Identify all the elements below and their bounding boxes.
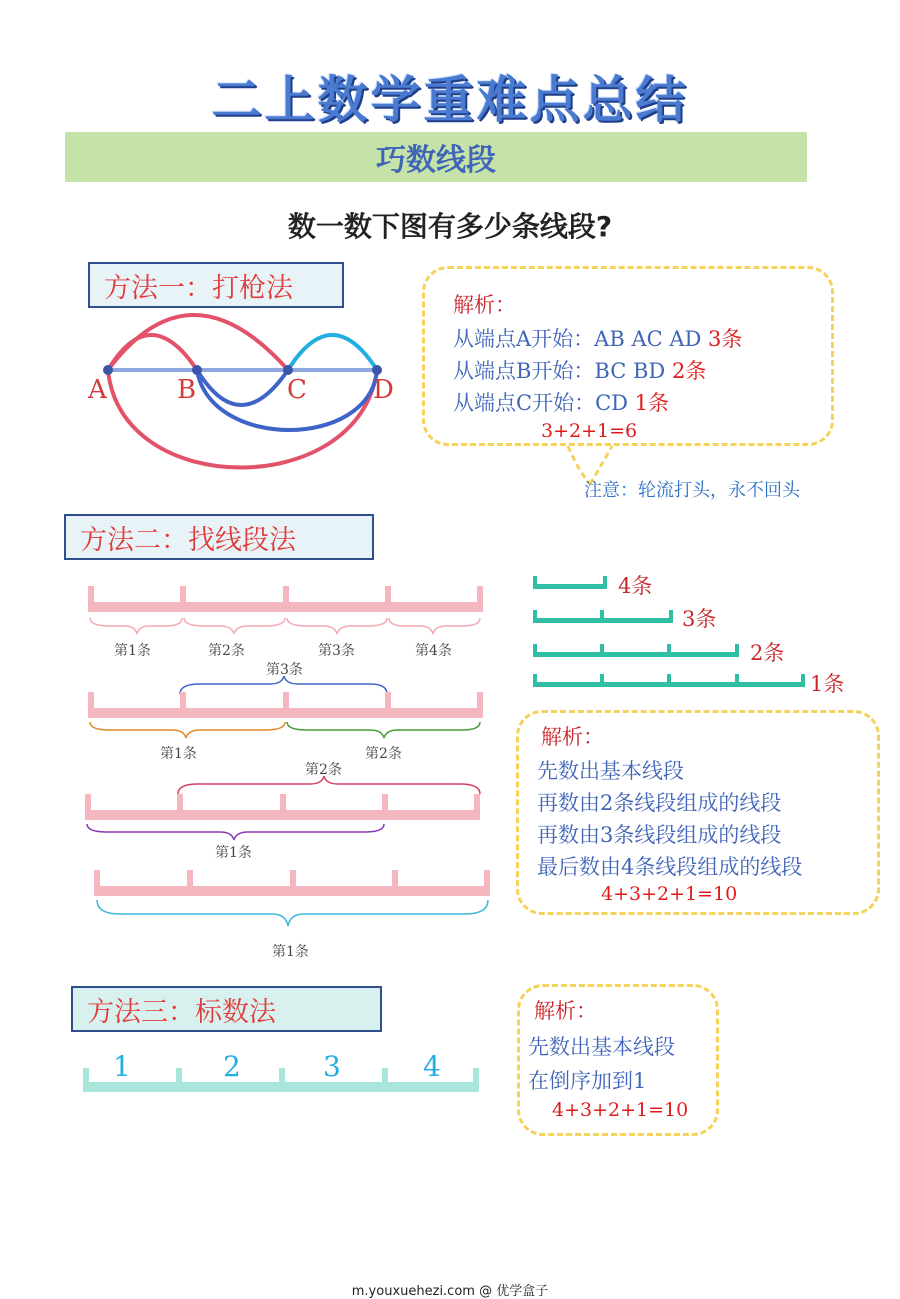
method3-analysis-title: 解析： bbox=[534, 999, 597, 1023]
row2-label-3: 第3条 bbox=[266, 662, 303, 678]
count-label-2: 3条 bbox=[682, 607, 717, 631]
page-title: 二上数学重难点总结 bbox=[211, 71, 689, 129]
point-a-label: A bbox=[88, 375, 107, 405]
row4-label-1: 第1条 bbox=[272, 944, 309, 960]
method3-number-line bbox=[80, 1040, 490, 1100]
teal-bar-3 bbox=[533, 644, 739, 657]
row2-label-2: 第2条 bbox=[365, 746, 402, 762]
teal-bar-2 bbox=[533, 610, 673, 623]
row2-top-brace bbox=[180, 676, 387, 694]
method2-line-4: 最后数由4条线段组成的线段 bbox=[537, 855, 803, 879]
teal-bar-1 bbox=[533, 576, 607, 589]
method1-line-b bbox=[453, 355, 706, 385]
row3-label-1: 第1条 bbox=[215, 845, 252, 861]
point-b-label: B bbox=[177, 375, 197, 405]
method3-bar bbox=[83, 1068, 479, 1092]
row1-braces bbox=[90, 618, 480, 634]
row1-label-2: 第2条 bbox=[208, 643, 245, 659]
method1-analysis-callout bbox=[422, 266, 834, 446]
method2-sum: 4+3+2+1=10 bbox=[601, 883, 738, 905]
method3-sum: 4+3+2+1=10 bbox=[552, 1099, 689, 1121]
method1-arc-diagram bbox=[80, 300, 410, 475]
row2-bar bbox=[88, 692, 483, 718]
count-label-3: 2条 bbox=[750, 641, 785, 665]
point-a-dot bbox=[103, 365, 113, 375]
row1-bar bbox=[88, 586, 483, 612]
method1-line-b-count: 2条 bbox=[671, 359, 707, 383]
method3-line-2: 在倒序加到1 bbox=[528, 1069, 647, 1093]
point-d-dot bbox=[372, 365, 382, 375]
row1-label-1: 第1条 bbox=[114, 643, 151, 659]
row1-label-3: 第3条 bbox=[318, 643, 355, 659]
method1-line-c-text: 从端点C开始：CD bbox=[453, 391, 635, 415]
method2-label: 方法二：找线段法 bbox=[64, 514, 374, 560]
arc-cd bbox=[288, 335, 377, 370]
teal-bar-4 bbox=[533, 674, 805, 687]
method2-line-2: 再数由2条线段组成的线段 bbox=[537, 791, 782, 815]
method2-line-3: 再数由3条线段组成的线段 bbox=[537, 823, 782, 847]
segment-number-4: 4 bbox=[423, 1050, 441, 1083]
row3-bar bbox=[85, 794, 480, 820]
method2-analysis-title: 解析： bbox=[541, 725, 604, 749]
row2-brace-1 bbox=[90, 722, 285, 738]
method3-line-1: 先数出基本线段 bbox=[528, 1035, 675, 1059]
method2-analysis-callout bbox=[516, 710, 880, 915]
point-c-label: C bbox=[287, 375, 307, 405]
row3-top-brace bbox=[178, 776, 480, 794]
method2-line-1: 先数出基本线段 bbox=[537, 759, 684, 783]
method3-label: 方法三：标数法 bbox=[71, 986, 382, 1032]
method1-line-c bbox=[453, 387, 669, 417]
arc-ac bbox=[108, 315, 288, 370]
row4-bar bbox=[94, 870, 490, 896]
method1-line-c-count: 1条 bbox=[634, 391, 670, 415]
method1-label: 方法一：打枪法 bbox=[88, 262, 344, 308]
segment-number-3: 3 bbox=[323, 1050, 341, 1083]
point-c-dot bbox=[283, 365, 293, 375]
method1-line-a-text: 从端点A开始：AB AC AD bbox=[453, 327, 709, 351]
row4-brace-1 bbox=[97, 900, 488, 926]
method1-line-a-count: 3条 bbox=[708, 327, 743, 351]
method3-analysis-callout bbox=[517, 984, 719, 1136]
method2-count-bars bbox=[530, 570, 890, 700]
row3-brace-1 bbox=[87, 824, 384, 840]
segment-number-1: 1 bbox=[113, 1050, 131, 1083]
question-text: 数一数下图有多少条线段? bbox=[287, 210, 613, 243]
method1-line-b-text: 从端点B开始：BC BD bbox=[453, 359, 672, 383]
count-label-1: 4条 bbox=[618, 574, 653, 598]
footer-credit: m.youxuehezi.com @ 优学盒子 bbox=[351, 1284, 549, 1299]
row3-label-2: 第2条 bbox=[305, 762, 342, 778]
row2-label-1: 第1条 bbox=[160, 746, 197, 762]
method2-segment-diagram bbox=[80, 580, 500, 965]
method1-sum: 3+2+1=6 bbox=[541, 420, 638, 442]
point-d-label: D bbox=[373, 375, 394, 405]
method1-note: 注意：轮流打头，永不回头 bbox=[584, 480, 800, 501]
count-label-4: 1条 bbox=[810, 672, 845, 696]
row2-brace-2 bbox=[287, 722, 480, 738]
row1-label-4: 第4条 bbox=[415, 643, 452, 659]
segment-number-2: 2 bbox=[223, 1050, 241, 1083]
topic-banner bbox=[65, 132, 807, 182]
point-b-dot bbox=[192, 365, 202, 375]
method1-analysis-title: 解析： bbox=[453, 293, 516, 317]
topic-banner-text: 巧数线段 bbox=[376, 143, 496, 178]
method1-line-a bbox=[453, 323, 742, 353]
